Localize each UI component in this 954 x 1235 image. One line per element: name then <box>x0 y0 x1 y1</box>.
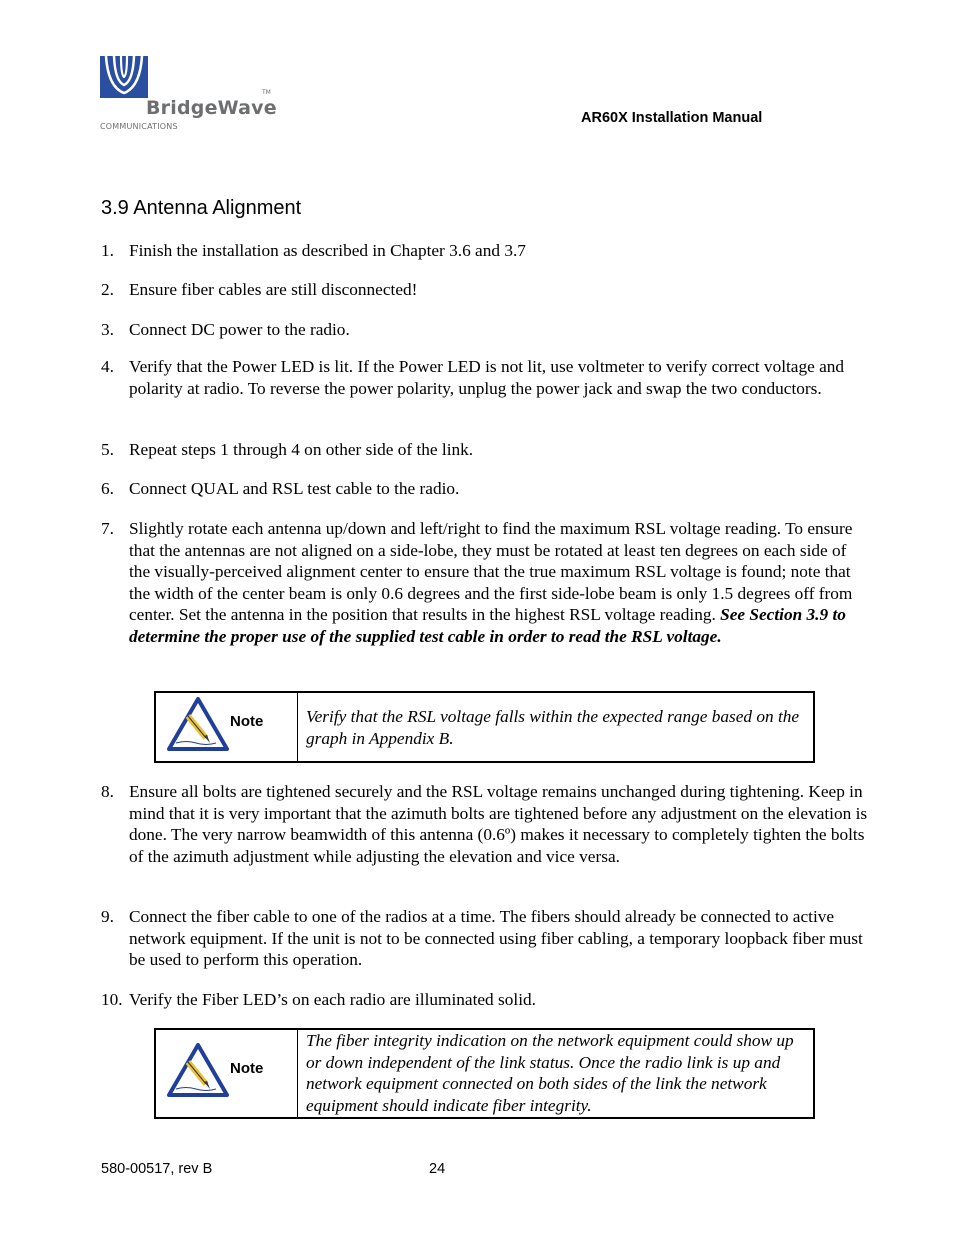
step-text: Connect QUAL and RSL test cable to the radio. <box>129 479 460 498</box>
step-number: 3. <box>101 320 114 339</box>
step-text: Connect the fiber cable to one of the radios at a time. The fibers should already be connected to active network equipment. If the unit is not to be connected using fiber cabling, a temporary loopback fiber must be used to perform this operation. <box>129 907 863 970</box>
list-item <box>101 989 871 1011</box>
section-heading: 3.9 Antenna Alignment <box>101 197 302 219</box>
note-box <box>154 1028 815 1119</box>
step-number: 6. <box>101 479 114 498</box>
step-emphasis: See Section 3.9 to determine the proper use of the supplied test cable in order to read the RSL voltage. <box>129 605 846 646</box>
list-item <box>101 240 871 262</box>
step-number: 10. <box>101 990 123 1009</box>
step-text: Finish the installation as described in Chapter 3.6 and 3.7 <box>129 241 526 260</box>
step-text: Verify the Fiber LED’s on each radio are illuminated solid. <box>129 990 536 1009</box>
note-label: Note <box>230 1060 264 1077</box>
step-text: Connect DC power to the radio. <box>129 320 350 339</box>
bridgewave-logo-icon <box>100 53 148 101</box>
logo-trademark: TM <box>262 89 271 96</box>
step-text: Verify that the Power LED is lit. If the Power LED is not lit, use voltmeter to verify correct voltage and polarity at radio. To reverse the power polarity, unplug the power jack and swap the two conductors. <box>129 357 845 398</box>
bridgewave-logo <box>100 53 280 133</box>
step-number: 9. <box>101 907 114 926</box>
page-number: 24 <box>429 1161 446 1177</box>
note-label: Note <box>230 713 264 730</box>
note-box <box>154 691 815 763</box>
list-item <box>101 439 871 461</box>
document-number: 580-00517, rev B <box>101 1161 213 1177</box>
step-text: Ensure all bolts are tightened securely and the RSL voltage remains unchanged during tightening. Keep in mind that it is very important that the azimuth bolts are tightened before any adjustment on the elevation is done. The very narrow beamwidth of this antenna (0.6º) makes it necessary to completely tighten the bolts of the azimuth adjustment while adjusting the elevation and vice versa. <box>129 782 868 866</box>
list-item <box>101 906 871 971</box>
list-item <box>101 279 871 301</box>
step-number: 5. <box>101 440 114 459</box>
step-number: 1. <box>101 241 114 260</box>
note-text: Verify that the RSL voltage falls within the expected range based on the graph in Appendix B. <box>306 707 800 748</box>
note-text: The fiber integrity indication on the network equipment could show up or down independent of the link status. Once the radio link is up and network equipment connected on both sides of the link the network equipment should indicate fiber integrity. <box>306 1031 794 1115</box>
logo-wordmark: BridgeWave <box>146 97 277 119</box>
step-body: Slightly rotate each antenna up/down and left/right to find the maximum RSL voltage reading. To ensure that the antennas are not aligned on a side-lobe, they must be rotated at least ten degrees on each side of the visually-perceived alignment center to ensure that the true maximum RSL voltage is found; note that the width of the center beam is only 0.6 degrees and the first side-lobe beam is only 1.5 degrees off from center. Set the antenna in the position that results in the highest RSL voltage reading. <box>129 519 853 625</box>
list-item <box>101 518 871 648</box>
step-number: 8. <box>101 782 114 801</box>
manual-title: AR60X Installation Manual <box>581 110 763 126</box>
step-number: 2. <box>101 280 114 299</box>
list-item <box>101 356 871 399</box>
list-item <box>101 781 871 867</box>
warning-pencil-icon <box>166 1042 230 1098</box>
logo-subtitle: COMMUNICATIONS <box>100 122 178 131</box>
list-item <box>101 478 871 500</box>
step-text <box>129 518 871 648</box>
step-text: Repeat steps 1 through 4 on other side of the link. <box>129 440 474 459</box>
step-number: 4. <box>101 357 114 376</box>
step-text: Ensure fiber cables are still disconnected! <box>129 280 418 299</box>
list-item <box>101 319 871 341</box>
warning-pencil-icon <box>166 696 230 752</box>
step-number: 7. <box>101 519 114 538</box>
